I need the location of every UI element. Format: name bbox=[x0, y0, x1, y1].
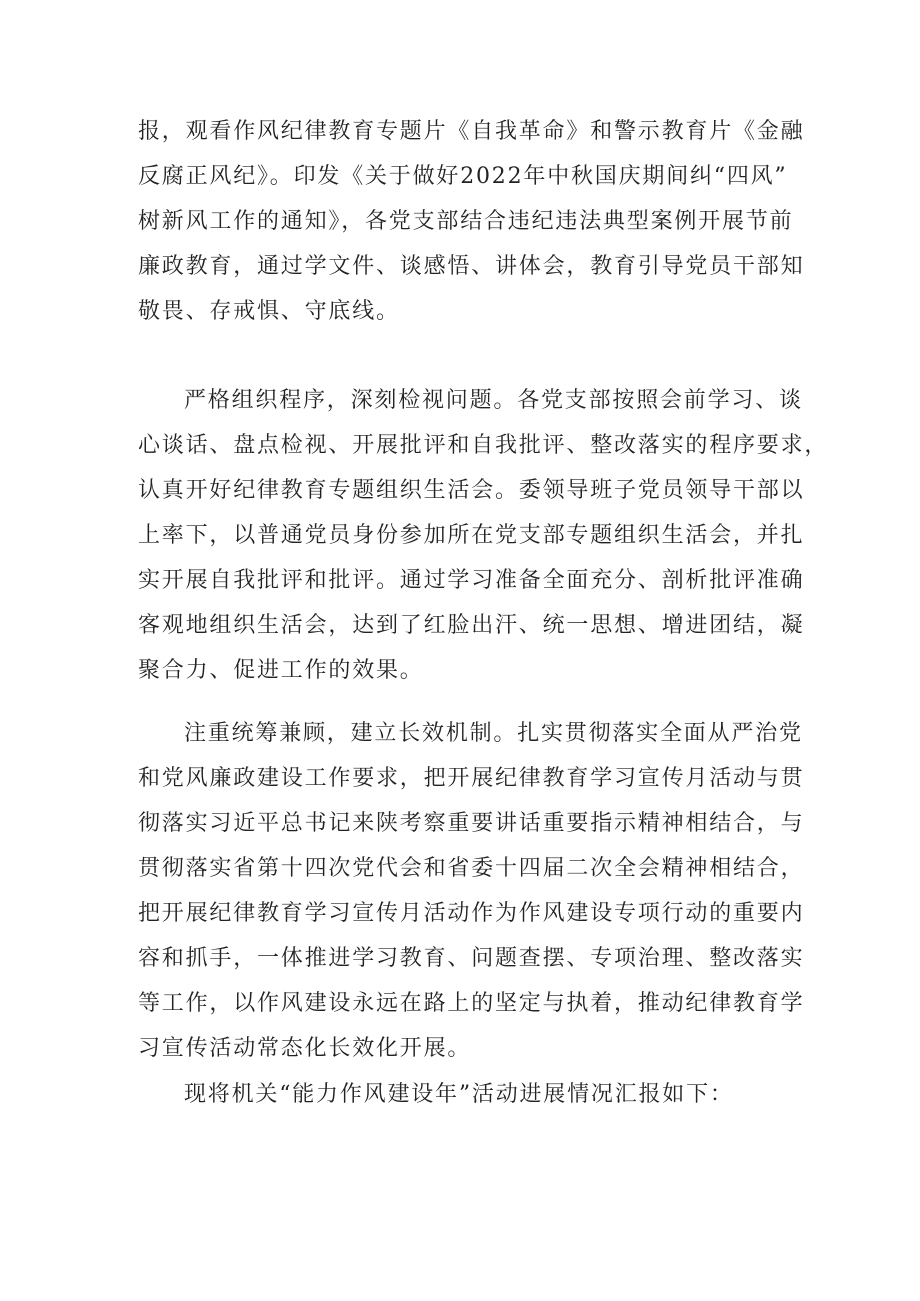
paragraph-4-line-1: 现将机关“能力作风建设年”活动进展情况汇报如下： bbox=[184, 1082, 734, 1107]
paragraph-3-line-6: 容和抓手，一体推进学习教育、问题查摆、专项治理、整改落实 bbox=[138, 946, 805, 971]
paragraph-3-line-5: 把开展纪律教育学习宣传月活动作为作风建设专项行动的重要内 bbox=[138, 901, 805, 926]
paragraph-2-line-4: 上率下，以普通党员身份参加所在党支部专题组织生活会，并扎 bbox=[138, 523, 805, 548]
paragraph-3-line-2: 和党风廉政建设工作要求，把开展纪律教育学习宣传月活动与贯 bbox=[138, 766, 805, 791]
paragraph-3-line-7: 等工作，以作风建设永远在路上的坚定与执着，推动纪律教育学 bbox=[138, 991, 805, 1016]
paragraph-1-line-1: 报，观看作风纪律教育专题片《自我革命》和警示教育片《金融 bbox=[138, 119, 805, 144]
paragraph-3-line-8: 习宣传活动常态化长效化开展。 bbox=[138, 1036, 472, 1061]
paragraph-3-line-4: 贯彻落实省第十四次党代会和省委十四届二次全会精神相结合， bbox=[138, 856, 805, 881]
paragraph-1-line-3: 树新风工作的通知》，各党支部结合违纪违法典型案例开展节前 bbox=[138, 209, 794, 234]
paragraph-1-line-4: 廉政教育，通过学文件、谈感悟、讲体会，教育引导党员干部知 bbox=[138, 254, 805, 279]
paragraph-2-line-2: 心谈话、盘点检视、开展批评和自我批评、整改落实的程序要求， bbox=[138, 433, 829, 458]
paragraph-3-line-1: 注重统筹兼顾，建立长效机制。扎实贯彻落实全面从严治党 bbox=[184, 721, 803, 746]
paragraph-1-line-5: 敬畏、存戒惧、守底线。 bbox=[138, 299, 400, 324]
paragraph-2-line-1: 严格组织程序，深刻检视问题。各党支部按照会前学习、谈 bbox=[184, 388, 803, 413]
paragraph-2-line-3: 认真开好纪律教育专题组织生活会。委领导班子党员领导干部以 bbox=[138, 478, 805, 503]
paragraph-3-line-3: 彻落实习近平总书记来陕考察重要讲话重要指示精神相结合，与 bbox=[138, 811, 805, 836]
paragraph-2-line-7: 聚合力、促进工作的效果。 bbox=[138, 658, 424, 683]
paragraph-2-line-5: 实开展自我批评和批评。通过学习准备全面充分、剖析批评准确 bbox=[138, 568, 805, 593]
paragraph-1-line-2: 反腐正风纪》。印发《关于做好2022年中秋国庆期间纠“四风” bbox=[138, 164, 788, 189]
paragraph-2-line-6: 客观地组织生活会，达到了红脸出汗、统一思想、增进团结，凝 bbox=[138, 613, 805, 638]
